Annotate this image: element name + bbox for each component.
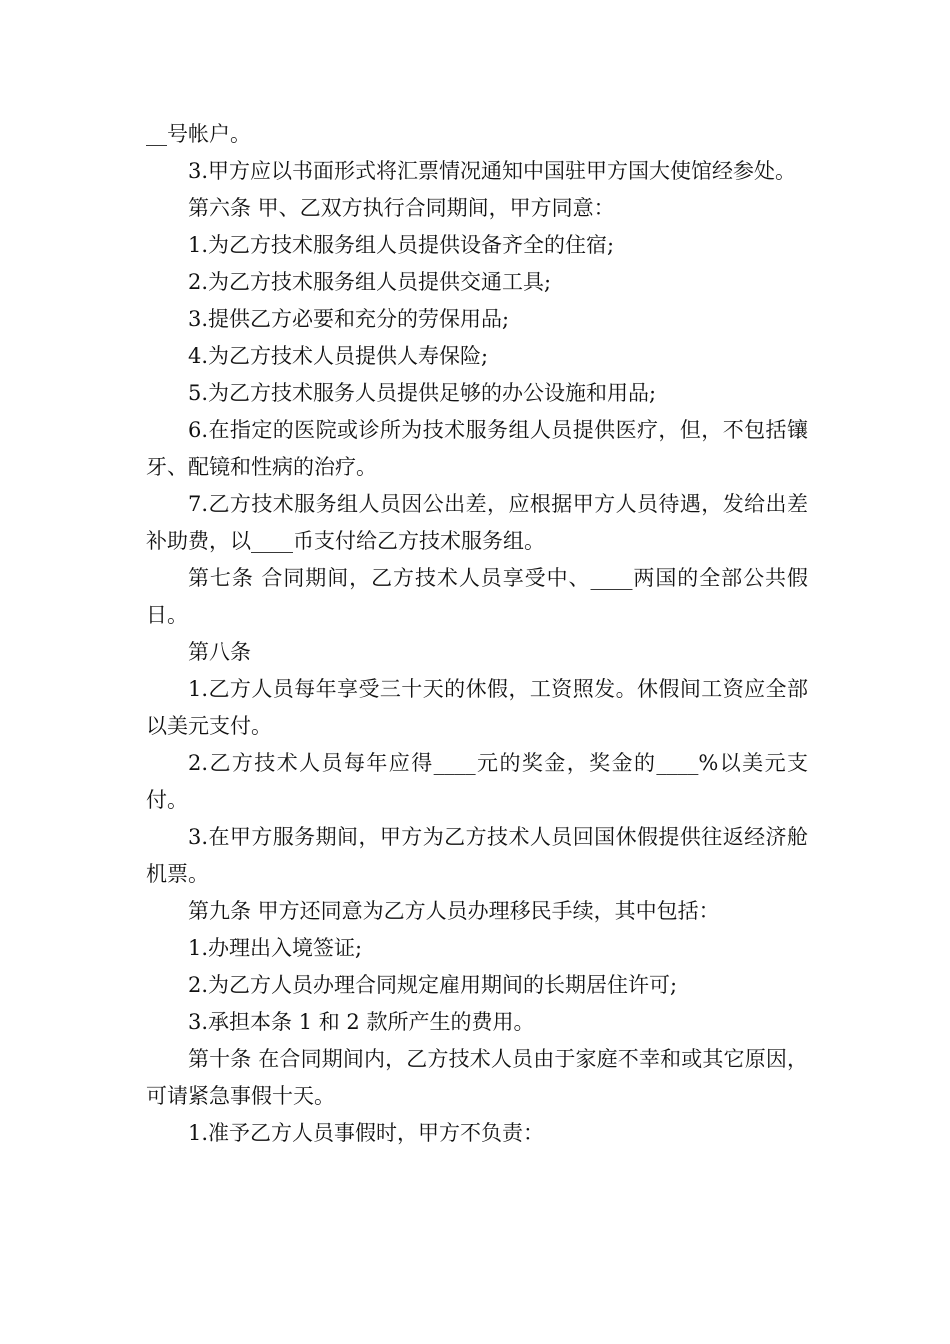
paragraph-9: 7.乙方技术服务组人员因公出差，应根据甲方人员待遇，发给出差补助费，以____币支付给乙方技术服务组。 xyxy=(146,492,808,553)
paragraph-11: 第八条 xyxy=(188,640,251,664)
paragraph-7: 5.为乙方技术服务人员提供足够的办公设施和用品; xyxy=(188,381,657,405)
paragraph-18: 3.承担本条 1 和 2 款所产生的费用。 xyxy=(188,1010,535,1034)
paragraph-6: 4.为乙方技术人员提供人寿保险; xyxy=(188,344,489,368)
paragraph-2: 第六条 甲、乙双方执行合同期间，甲方同意： xyxy=(188,196,615,220)
paragraph-8: 6.在指定的医院或诊所为技术服务组人员提供医疗，但，不包括镶牙、配镜和性病的治疗。 xyxy=(146,418,808,479)
paragraph-5: 3.提供乙方必要和充分的劳保用品; xyxy=(188,307,510,331)
paragraph-17: 2.为乙方人员办理合同规定雇用期间的长期居住许可; xyxy=(188,973,678,997)
paragraph-1: 3.甲方应以书面形式将汇票情况通知中国驻甲方国大使馆经参处。 xyxy=(188,159,797,183)
paragraph-3: 1.为乙方技术服务组人员提供设备齐全的住宿; xyxy=(188,233,615,257)
paragraph-0: __号帐户。 xyxy=(146,122,251,146)
paragraph-13: 2.乙方技术人员每年应得____元的奖金，奖金的____%以美元支付。 xyxy=(146,751,808,812)
paragraph-10: 第七条 合同期间，乙方技术人员享受中、____两国的全部公共假日。 xyxy=(146,566,808,627)
paragraph-4: 2.为乙方技术服务组人员提供交通工具; xyxy=(188,270,552,294)
paragraph-12: 1.乙方人员每年享受三十天的休假，工资照发。休假间工资应全部以美元支付。 xyxy=(146,677,808,738)
contract-body-text xyxy=(146,116,808,1152)
paragraph-16: 1.办理出入境签证; xyxy=(188,936,363,960)
paragraph-19: 第十条 在合同期间内，乙方技术人员由于家庭不幸和或其它原因，可请紧急事假十天。 xyxy=(146,1047,808,1108)
paragraph-15: 第九条 甲方还同意为乙方人员办理移民手续，其中包括： xyxy=(188,899,720,923)
paragraph-14: 3.在甲方服务期间，甲方为乙方技术人员回国休假提供往返经济舱机票。 xyxy=(146,825,808,886)
paragraph-20: 1.准予乙方人员事假时，甲方不负责： xyxy=(188,1121,545,1145)
